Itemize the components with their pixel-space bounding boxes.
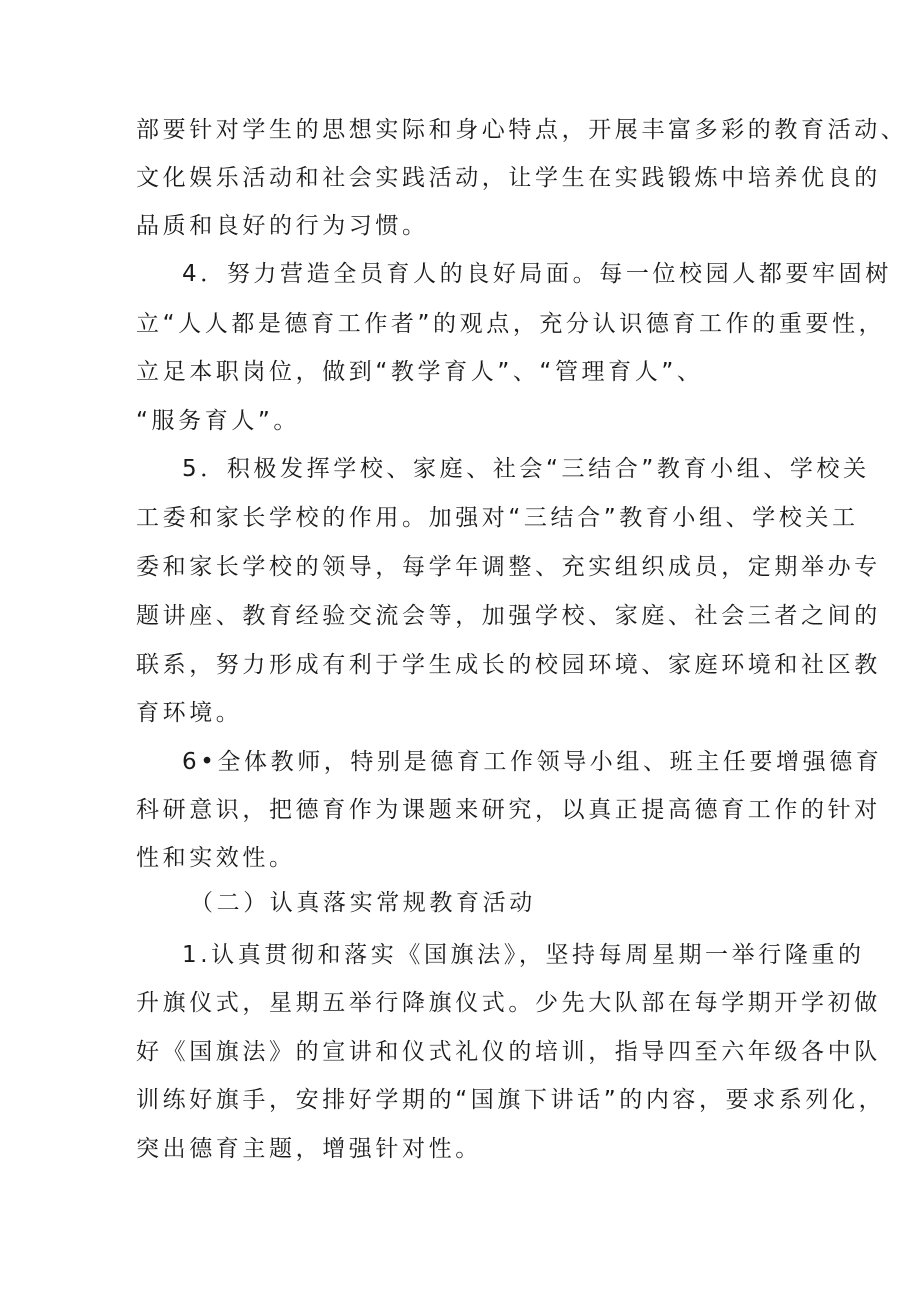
text-line: 立足本职岗位，做到“教学育人”、“管理育人”、: [136, 359, 704, 385]
text-line: 升旗仪式，星期五举行降旗仪式。少先大队部在每学期开学初做: [136, 990, 881, 1016]
text-line: 训练好旗手，安排好学期的“国旗下讲话”的内容，要求系列化，: [136, 1087, 886, 1113]
text-line: 6•全体教师，特别是德育工作领导小组、班主任要增强德育: [182, 749, 883, 775]
text-line: 1.认真贯彻和落实《国旗法》，坚持每周星期一举行隆重的: [182, 942, 865, 968]
text-line: 4．努力营造全员育人的良好局面。每一位校园人都要牢固树: [182, 261, 892, 287]
text-line: 突出德育主题，增强针对性。: [136, 1136, 482, 1162]
text-line: 题讲座、教育经验交流会等，加强学校、家庭、社会三者之间的: [136, 603, 881, 629]
section-heading: （二）认真落实常规教育活动: [190, 890, 536, 916]
text-line: 文化娱乐活动和社会实践活动，让学生在实践锻炼中培养优良的: [136, 165, 881, 191]
text-line: “服务育人”。: [136, 408, 301, 434]
text-line: 性和实效性。: [136, 845, 296, 871]
text-line: 好《国旗法》的宣讲和仪式礼仪的培训，指导四至六年级各中队: [136, 1039, 881, 1065]
text-line: 科研意识，把德育作为课题来研究，以真正提高德育工作的针对: [136, 797, 881, 823]
text-line: 委和家长学校的领导，每学年调整、充实组织成员，定期举办专: [136, 554, 881, 580]
text-line: 育环境。: [136, 700, 243, 726]
text-line: 立“人人都是德育工作者”的观点，充分认识德育工作的重要性，: [136, 311, 886, 337]
text-line: 部要针对学生的思想实际和身心特点，开展丰富多彩的教育活动、: [136, 117, 908, 143]
text-line: 联系，努力形成有利于学生成长的校园环境、家庭环境和社区教: [136, 652, 881, 678]
text-line: 品质和良好的行为习惯。: [136, 213, 429, 239]
text-line: 工委和家长学校的作用。加强对“三结合”教育小组、学校关工: [136, 505, 859, 531]
text-line: 5．积极发挥学校、家庭、社会“三结合”教育小组、学校关: [182, 456, 870, 482]
